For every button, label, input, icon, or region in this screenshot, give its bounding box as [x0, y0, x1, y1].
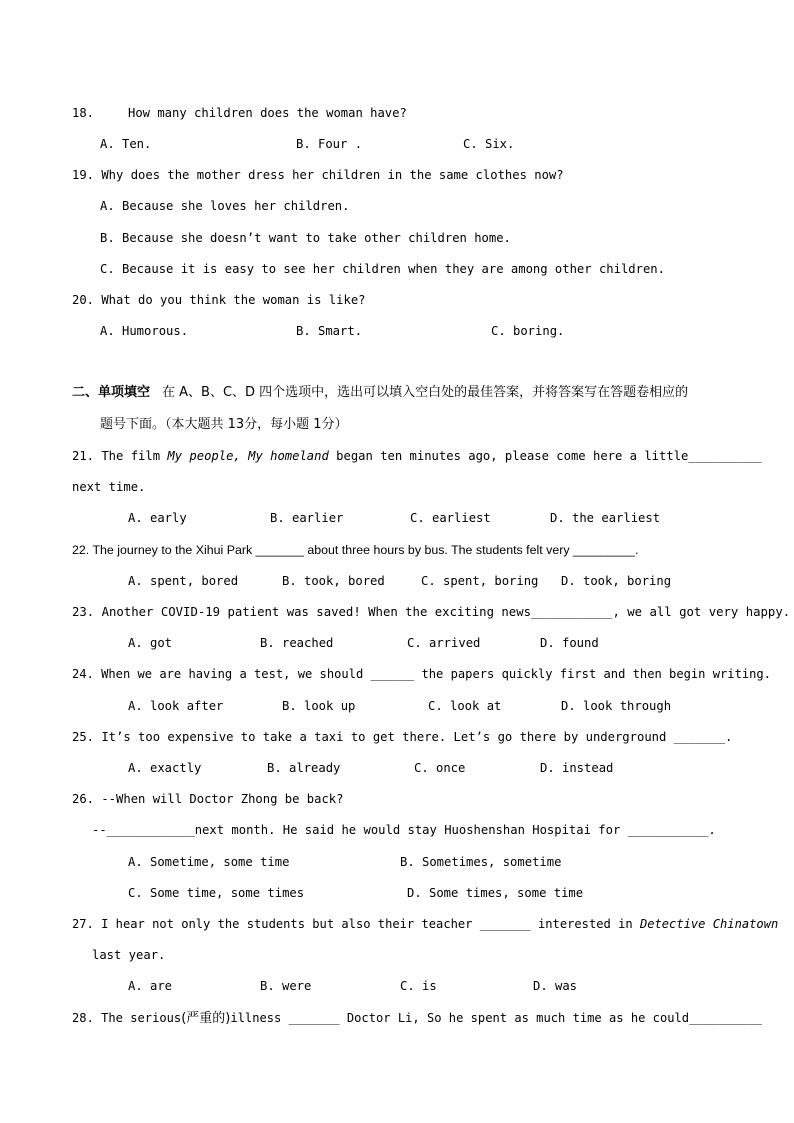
q24-option-c: C. look at — [428, 699, 502, 713]
q21-text-pre: 21. The film — [72, 449, 168, 463]
q27-option-d: D. was — [533, 979, 578, 993]
q26-option-d: D. Some times, some time — [407, 886, 584, 900]
q20-option-a: A. Humorous. — [100, 324, 189, 338]
q18-option-c: C. Six. — [463, 137, 515, 151]
q25-option-d: D. instead — [540, 761, 614, 775]
q27-question — [72, 916, 778, 932]
q18-question: How many children does the woman have? — [128, 106, 407, 120]
q20-option-b: B. Smart. — [296, 324, 363, 338]
q25-option-b: B. already — [267, 761, 341, 775]
q27-question-line2: last year. — [92, 948, 166, 962]
q19-question: 19. Why does the mother dress her children in the same clothes now? — [72, 168, 564, 182]
q25-question: 25. It’s too expensive to take a taxi to get there. Let’s go there by underground _______. — [72, 730, 733, 744]
q24-question: 24. When we are having a test, we should ______ the papers quickly first and then begin writing. — [72, 667, 771, 681]
section-2-header — [72, 385, 688, 401]
section-2-heading: 二、单项填空 — [72, 385, 151, 400]
q18-option-b: B. Four . — [296, 137, 363, 151]
q23-option-b: B. reached — [260, 636, 334, 650]
q24-option-b: B. look up — [282, 699, 356, 713]
section-2-instructions: 在 A、B、C、D 四个选项中，选出可以填入空白处的最佳答案，并将答案写在答题卷相应的 — [162, 385, 689, 400]
q21-option-b: B. earlier — [270, 511, 344, 525]
q23-option-d: D. found — [540, 636, 599, 650]
q24-option-a: A. look after — [128, 699, 224, 713]
q18-number: 18. — [72, 106, 95, 120]
q21-text-post: began ten minutes ago, please come here a little__________ — [328, 449, 762, 463]
q28-text-post: illness _______ Doctor Li, So he spent as much time as he could__________ — [230, 1011, 762, 1025]
q21-option-d: D. the earliest — [550, 511, 661, 525]
q23-question: 23. Another COVID-19 patient was saved! When the exciting news___________, we all got very happy. — [72, 605, 791, 619]
q22-option-b: B. took, bored — [282, 574, 385, 588]
q26-option-b: B. Sometimes, sometime — [400, 855, 562, 869]
q28-cn-gloss: (严重的) — [181, 1011, 231, 1026]
q21-option-c: C. earliest — [410, 511, 491, 525]
q19-option-b: B. Because she doesn’t want to take other children home. — [100, 231, 511, 245]
section-2-instructions-line2: 题号下面。（本大题共 13分，每小题 1分） — [100, 417, 348, 432]
q20-question: 20. What do you think the woman is like? — [72, 293, 366, 307]
q24-option-d: D. look through — [561, 699, 672, 713]
q26-question-line2: --____________next month. He said he would stay Huoshenshan Hospitai for ___________. — [92, 823, 716, 837]
q27-text-pre: 27. I hear not only the students but also their teacher _______ interested in — [72, 917, 640, 931]
q27-option-c: C. is — [400, 979, 437, 993]
q20-option-c: C. boring. — [491, 324, 565, 338]
q21-film-title: My people, My homeland — [167, 449, 329, 463]
q25-option-c: C. once — [414, 761, 466, 775]
q22-option-d: D. took, boring — [561, 574, 672, 588]
q22-option-a: A. spent, bored — [128, 574, 239, 588]
q27-film-title: Detective Chinatown — [639, 917, 779, 931]
q19-option-c: C. Because it is easy to see her children when they are among other children. — [100, 262, 665, 276]
q27-option-b: B. were — [260, 979, 312, 993]
q21-question — [72, 448, 762, 464]
q21-option-a: A. early — [128, 511, 187, 525]
q26-question: 26. --When will Doctor Zhong be back? — [72, 792, 344, 806]
q23-option-c: C. arrived — [407, 636, 481, 650]
q25-option-a: A. exactly — [128, 761, 202, 775]
q28-question — [72, 1010, 762, 1027]
q22-option-c: C. spent, boring — [421, 574, 539, 588]
q22-question: 22. The journey to the Xihui Park _______ about three hours by bus. The students felt very _________. — [72, 543, 639, 557]
q26-option-c: C. Some time, some times — [128, 886, 305, 900]
q23-option-a: A. got — [128, 636, 173, 650]
q27-option-a: A. are — [128, 979, 173, 993]
q21-question-line2: next time. — [72, 480, 146, 494]
q26-option-a: A. Sometime, some time — [128, 855, 290, 869]
q18-option-a: A. Ten. — [100, 137, 152, 151]
q19-option-a: A. Because she loves her children. — [100, 199, 350, 213]
q28-text-pre: 28. The serious — [72, 1011, 182, 1025]
